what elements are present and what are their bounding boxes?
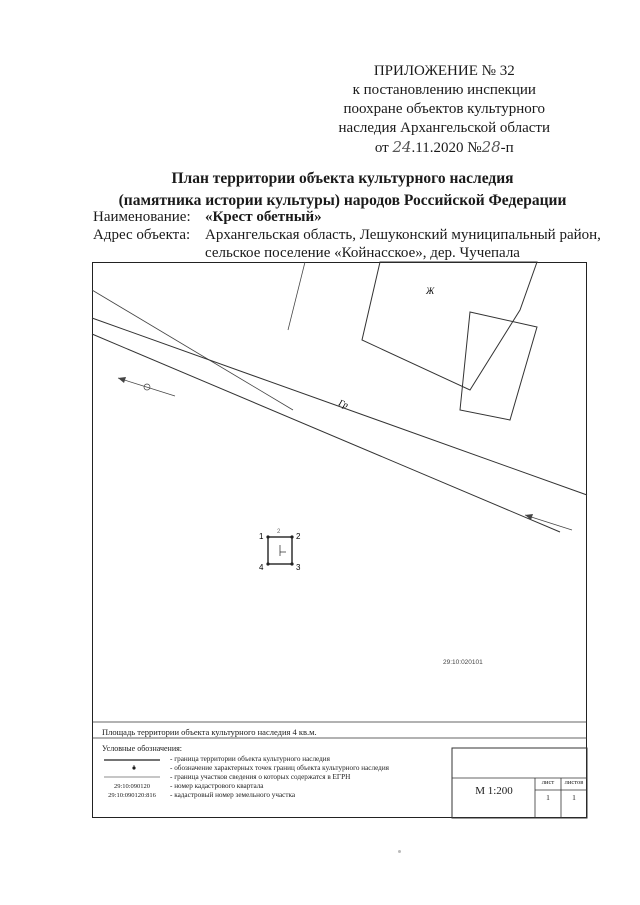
appendix-line: поохране объектов культурного — [343, 101, 546, 117]
boundary-point — [290, 535, 293, 538]
address-label: Адрес объекта: — [93, 227, 191, 243]
point-label: 1 — [259, 532, 264, 541]
date-day-handwritten: 24 — [392, 138, 412, 156]
road-edge — [92, 334, 560, 532]
boundary-point — [266, 535, 269, 538]
title-line: (памятника истории культуры) народов Российской Федерации — [118, 192, 567, 209]
number-suffix: -п — [500, 140, 514, 156]
date-prefix: от — [374, 140, 389, 156]
legend-symbol: 1 — [132, 764, 136, 771]
address-line: сельское поселение «Койнасское», дер. Чучепала — [205, 245, 520, 261]
dimension-line — [525, 515, 572, 530]
legend-item: - номер кадастрового квартала — [170, 782, 264, 790]
legend-item: - обозначение характерных точек границ объекта культурного наследия — [170, 764, 389, 772]
parcel-boundary — [92, 290, 293, 410]
appendix-line: к постановлению инспекции — [352, 82, 536, 98]
parcel-boundary — [288, 262, 305, 330]
scan-speck — [398, 850, 401, 853]
name-label: Наименование: — [93, 209, 191, 225]
legend-heading: Условные обозначения: — [102, 744, 183, 753]
point-label: 2 — [296, 532, 301, 541]
date-rest: .11.2020 № — [411, 140, 482, 156]
sheet-label: лист — [541, 779, 555, 786]
legend-symbol: 29:10:090120 — [113, 783, 151, 790]
scale-label: М 1:200 — [475, 785, 513, 797]
road-label: Гр — [337, 397, 350, 411]
building-outline — [362, 262, 537, 390]
legend-item: - граница участков сведения о которых содержатся в ЕГРН — [170, 773, 351, 781]
point-mark: 2 — [277, 529, 281, 535]
point-label: 4 — [259, 563, 264, 572]
boundary-point — [266, 562, 269, 565]
building-outline — [460, 312, 537, 420]
cadastral-quarter-label: 29:10:020101 — [443, 659, 483, 666]
point-label: 3 — [296, 563, 301, 572]
legend-item: - кадастровый номер земельного участка — [170, 791, 296, 799]
name-value: «Крест обетный» — [205, 209, 322, 225]
building-label: Ж — [426, 286, 435, 296]
address-line: Архангельская область, Лешуконский муниципальный район, — [205, 227, 601, 243]
sheets-label: листов — [564, 779, 584, 786]
sheets-value: 1 — [572, 793, 576, 802]
legend-symbol: 29:10:090120:816 — [108, 792, 156, 799]
number-handwritten: 28 — [481, 138, 501, 156]
legend-item: - граница территории объекта культурного наследия — [170, 755, 330, 763]
area-note: Площадь территории объекта культурного наследия 4 кв.м. — [102, 727, 317, 737]
sheet-value: 1 — [546, 793, 550, 802]
arrow-head-icon — [118, 377, 126, 383]
appendix-title: ПРИЛОЖЕНИЕ № 32 — [373, 63, 515, 79]
title-line: План территории объекта культурного наследия — [171, 170, 514, 187]
appendix-line: наследия Архангельской области — [338, 120, 550, 136]
dimension-line — [118, 378, 175, 396]
boundary-point — [290, 562, 293, 565]
